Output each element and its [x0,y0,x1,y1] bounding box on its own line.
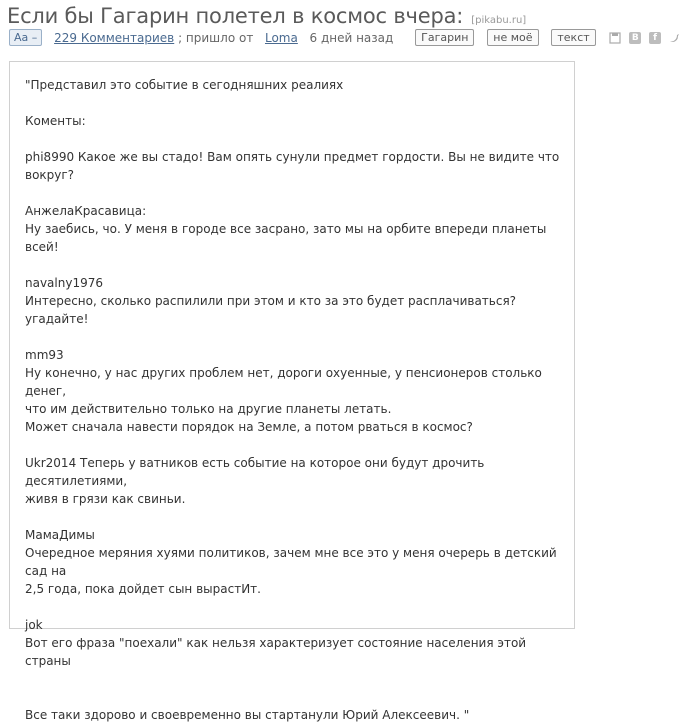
content-line: живя в грязи как свиньи. [25,492,186,506]
content-line: Вот его фраза "поехали" как нельзя характеризует состояние населения этой страны [25,636,527,668]
tag-ne-moe[interactable]: не моё [487,29,538,46]
content-paragraph [25,202,560,256]
content-line: Коменты: [25,114,86,128]
twitter-icon[interactable] [669,32,681,44]
content-paragraph [25,706,560,724]
save-icon[interactable] [609,32,621,44]
content-line: МамаДимы [25,528,95,542]
content-paragraph [25,112,560,130]
time-ago: 6 дней назад [309,30,394,45]
content-line: вокруг? [25,168,75,182]
content-line: Очередное меряния хуями политиков, зачем мне все это у меня очерерь в детский сад на [25,546,557,578]
source-label: [pikabu.ru] [471,15,527,26]
content-line: Может сначала навести порядок на Земле, а потом рваться в космос? [25,420,473,434]
content-line: mm93 [25,348,64,362]
font-size-toggle[interactable]: Aa – [9,29,42,46]
content-line: что им действительно только на другие планеты летать. [25,402,392,416]
comments-link[interactable]: 229 Комментариев [54,30,175,45]
content-line: "Представил это событие в сегодняшних реалиях [25,78,344,92]
author-link[interactable]: Loma [264,30,298,45]
content-line: Интересно, сколько распилили при этом и кто за это будет расплачиваться? угадайте! [25,294,517,326]
content-line: Ну заебись, чо. У меня в городе все засрано, зато мы на орбите впереди планеты всей! [25,222,547,254]
content-paragraph [25,346,560,436]
content-paragraph [25,616,560,670]
title-row [7,4,579,28]
post-title[interactable]: Если бы Гагарин полетел в космос вчера: [7,4,464,28]
post-content [9,61,575,722]
meta-row [9,29,658,49]
came-from-text: ; пришло от [178,30,254,45]
content-paragraph [25,148,560,184]
content-line: Ukr2014 Теперь у ватников есть событие на которое они будут дрочить десятилетиями, [25,456,485,488]
content-line: 2,5 года, пока дойдет сын вырастИт. [25,582,261,596]
content-line: phi8990 Какое же вы стадо! Вам опять сунули предмет гордости. Вы не видите что [25,150,560,164]
content-line: Все таки здорово и своевременно вы стартанули Юрий Алексеевич. " [25,708,470,722]
vk-icon[interactable]: B [629,32,641,44]
content-paragraph [25,454,560,508]
tag-tekst[interactable]: текст [551,29,595,46]
content-line: АнжелаКрасавица: [25,204,147,218]
content-paragraph [25,526,560,598]
facebook-icon[interactable]: f [649,32,661,44]
tag-gagarin[interactable]: Гагарин [415,29,474,46]
content-line: navalny1976 [25,276,103,290]
content-line: jok [25,618,43,632]
content-paragraph [25,76,560,94]
content-paragraph [25,274,560,328]
content-line: Ну конечно, у нас других проблем нет, дороги охуенные, у пенсионеров столько денег, [25,366,542,398]
